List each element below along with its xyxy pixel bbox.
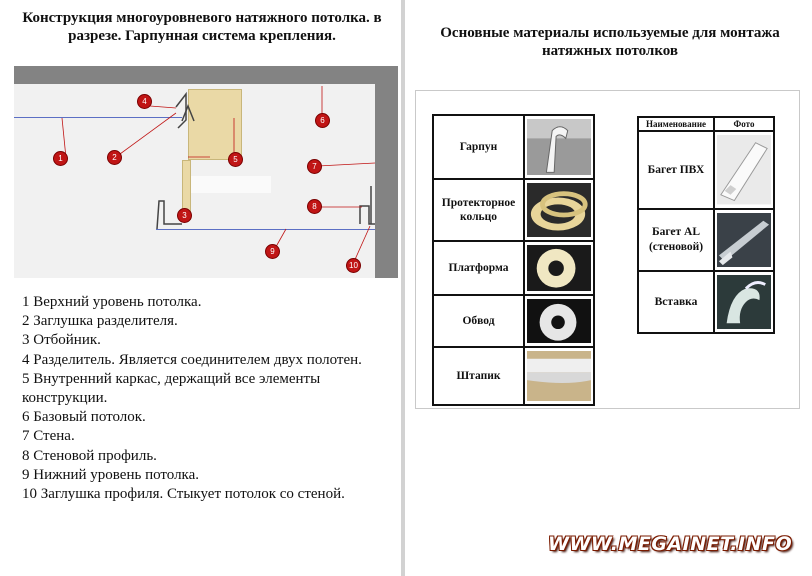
marker-7: 7	[308, 160, 321, 173]
table-row	[433, 241, 594, 295]
material-name: Багет ПВХ	[638, 131, 714, 209]
marker-2: 2	[108, 151, 121, 164]
material-name: Вставка	[638, 271, 714, 333]
al-baguette-photo	[714, 209, 774, 271]
material-name: Багет AL (стеновой)	[638, 209, 714, 271]
marker-1: 1	[54, 152, 67, 165]
collar-photo	[524, 295, 594, 347]
protector-ring-photo	[524, 179, 594, 241]
materials-table-main	[432, 114, 595, 406]
materials-title: Основные материалы используемые для монтажа натяжных потолков	[440, 25, 780, 59]
legend-item: 2 Заглушка разделителя.	[22, 313, 178, 330]
material-name: Платформа	[433, 241, 524, 295]
materials-panel	[415, 90, 800, 409]
legend-item: 1 Верхний уровень потолка.	[22, 294, 202, 310]
profile-lines	[14, 66, 398, 278]
marker-10: 10	[347, 259, 360, 272]
material-name: Штапик	[433, 347, 524, 405]
marker-9: 9	[266, 245, 279, 258]
table-row	[433, 295, 594, 347]
pvc-baguette-photo	[714, 131, 774, 209]
diagram-legend	[22, 293, 394, 504]
platform-photo	[524, 241, 594, 295]
legend-item: 9 Нижний уровень потолка.	[22, 466, 200, 483]
marker-3: 3	[178, 209, 191, 222]
materials-table-baguettes	[637, 116, 775, 334]
table-row	[638, 271, 774, 333]
table-row	[638, 209, 774, 271]
column-header-name: Наименование	[638, 117, 714, 131]
left-page	[0, 0, 401, 576]
marker-8: 8	[308, 200, 321, 213]
legend-item: 8 Стеновой профиль.	[22, 447, 157, 464]
legend-item: 4 Разделитель. Является соединителем двух полотен.	[22, 351, 362, 368]
diagram-title: Конструкция многоуровневого натяжного потолка. в разрезе. Гарпунная система крепления.	[22, 10, 382, 44]
table-row	[433, 347, 594, 405]
legend-item: 6 Базовый потолок.	[22, 409, 146, 426]
legend-item: 5 Внутренний каркас, держащий все элементы конструкции.	[22, 370, 321, 407]
material-name: Протекторное кольцо	[433, 179, 524, 241]
material-name: Обвод	[433, 295, 524, 347]
legend-item: 10 Заглушка профиля. Стыкует потолок со стеной.	[22, 486, 345, 503]
legend-item: 7 Стена.	[22, 428, 75, 445]
legend-item: 3 Отбойник.	[22, 332, 101, 349]
insert-photo	[714, 271, 774, 333]
column-header-photo: Фото	[714, 117, 774, 131]
marker-5: 5	[229, 153, 242, 166]
table-header-row	[638, 117, 774, 131]
harpoon-photo	[524, 115, 594, 179]
bead-photo	[524, 347, 594, 405]
marker-4: 4	[138, 95, 151, 108]
material-name: Гарпун	[433, 115, 524, 179]
ceiling-cross-section-diagram	[14, 66, 398, 278]
table-row	[433, 179, 594, 241]
table-row	[638, 131, 774, 209]
table-row	[433, 115, 594, 179]
marker-6: 6	[316, 114, 329, 127]
site-watermark: WWW.MEGAINET.INFO	[548, 533, 793, 555]
